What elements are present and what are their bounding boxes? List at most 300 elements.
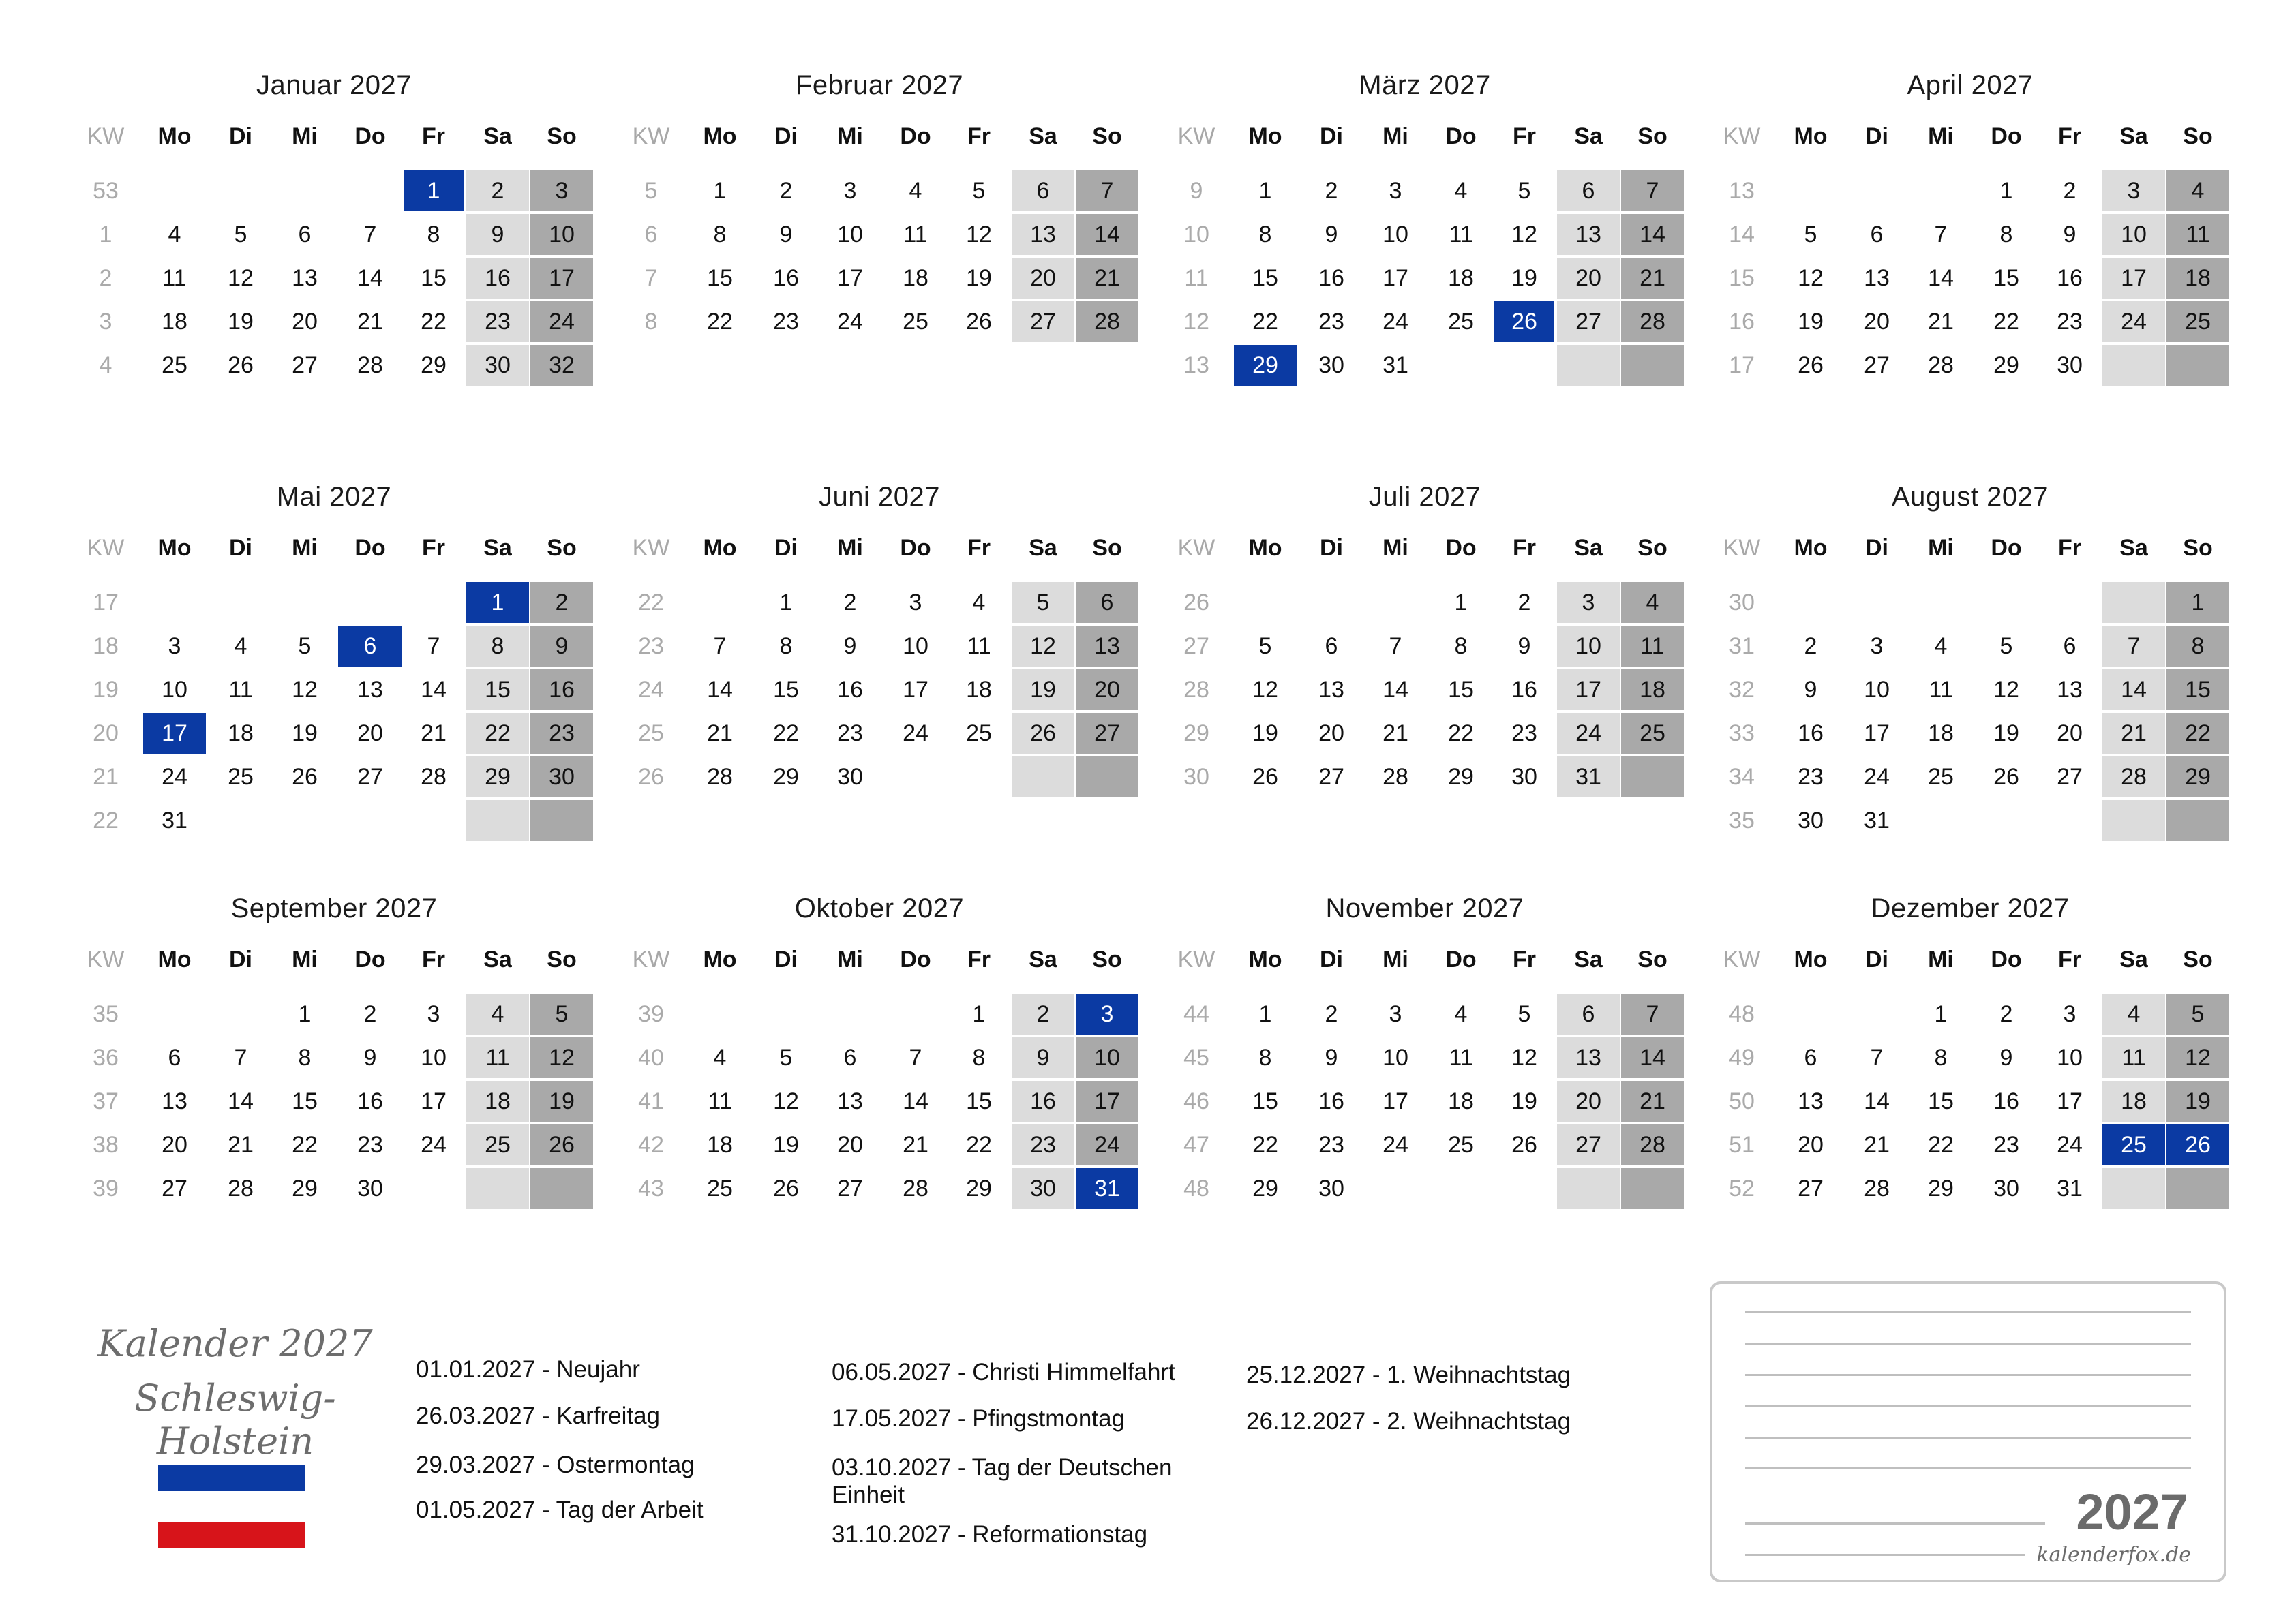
day-cell: 16	[837, 677, 863, 703]
day-cell: 12	[1993, 677, 2019, 703]
weekday-mi: Mi	[1928, 535, 1954, 561]
week-number: 43	[638, 1176, 664, 1202]
week-number: 42	[638, 1132, 664, 1158]
day-cell: 25	[1621, 713, 1684, 754]
weekday-fr: Fr	[2058, 535, 2081, 561]
day-cell: 9	[1325, 221, 1338, 247]
weekday-fr: Fr	[2058, 123, 2081, 149]
empty-day-cell	[1429, 345, 1493, 386]
weekday-do: Do	[354, 123, 386, 149]
day-cell: 20	[1798, 1132, 1824, 1158]
week-row	[1711, 1168, 2229, 1212]
day-cell: 25	[466, 1124, 529, 1165]
day-cell: 5	[1517, 1001, 1531, 1027]
day-cell: 15	[1993, 265, 2019, 291]
day-cell: 20	[1557, 258, 1620, 299]
day-cell: 5	[234, 221, 247, 247]
day-cell: 24	[2057, 1132, 2083, 1158]
month-title: Februar 2027	[795, 70, 964, 100]
weekday-do: Do	[900, 947, 931, 973]
holiday-item: 25.12.2027 - 1. Weihnachtstag	[1246, 1362, 1571, 1388]
day-cell: 12	[292, 677, 318, 703]
empty-day-cell	[1301, 582, 1362, 623]
day-cell: 28	[2102, 756, 2165, 797]
week-number: 9	[1190, 178, 1203, 204]
week-row	[1166, 626, 1684, 669]
day-cell: 17	[1557, 669, 1620, 710]
day-cell: 22	[421, 309, 447, 335]
day-cell: 18	[707, 1132, 733, 1158]
day-cell: 23	[466, 301, 529, 342]
week-row	[1166, 1081, 1684, 1124]
day-cell: 11	[2102, 1037, 2165, 1078]
day-cell: 18	[1448, 1088, 1474, 1114]
day-cell: 18	[2102, 1081, 2165, 1122]
day-cell: 6	[843, 1045, 857, 1071]
day-cell: 4	[234, 633, 247, 659]
day-cell: 17	[143, 713, 206, 754]
weekday-header	[75, 116, 593, 159]
day-cell: 15	[773, 677, 799, 703]
week-number: 27	[1183, 633, 1209, 659]
day-cell: 27	[1557, 1124, 1620, 1165]
weekday-header	[1166, 527, 1684, 571]
empty-day-cell	[210, 582, 271, 623]
holiday-item: 01.05.2027 - Tag der Arbeit	[416, 1497, 704, 1523]
day-cell: 6	[1325, 633, 1338, 659]
week-row	[1166, 170, 1684, 214]
day-cell: 18	[162, 309, 187, 335]
weekday-di: Di	[1865, 123, 1888, 149]
notes-year: 2027	[2076, 1484, 2188, 1540]
day-cell: 7	[713, 633, 727, 659]
weekday-so: So	[1637, 947, 1667, 973]
day-cell: 30	[357, 1176, 383, 1202]
week-row	[1711, 1124, 2229, 1168]
week-row	[1711, 258, 2229, 301]
empty-day-cell	[2166, 345, 2229, 386]
week-row	[1166, 214, 1684, 258]
week-number: 12	[1183, 309, 1209, 335]
week-row	[75, 713, 593, 756]
weekday-mo: Mo	[703, 947, 737, 973]
weekday-so: So	[1092, 535, 1122, 561]
weekday-header	[1711, 116, 2229, 159]
day-cell: 31	[2057, 1176, 2083, 1202]
day-cell: 2	[1325, 178, 1338, 204]
day-cell: 6	[2063, 633, 2076, 659]
day-cell: 26	[228, 352, 254, 378]
day-cell: 19	[1252, 720, 1278, 746]
day-cell: 9	[1517, 633, 1531, 659]
empty-day-cell	[404, 1168, 464, 1209]
day-cell: 7	[363, 221, 377, 247]
day-cell: 30	[530, 756, 593, 797]
day-cell: 25	[162, 352, 187, 378]
day-cell: 22	[1928, 1132, 1954, 1158]
day-cell: 21	[1864, 1132, 1890, 1158]
week-number: 2	[99, 265, 112, 291]
day-cell: 5	[1999, 633, 2013, 659]
week-row	[1711, 582, 2229, 626]
day-cell: 12	[1511, 221, 1537, 247]
day-cell: 3	[530, 170, 593, 211]
week-row	[75, 258, 593, 301]
day-cell: 3	[427, 1001, 440, 1027]
day-cell: 29	[1252, 1176, 1278, 1202]
day-cell: 14	[228, 1088, 254, 1114]
empty-day-cell	[143, 582, 206, 623]
kw-header: KW	[1723, 123, 1761, 149]
day-cell: 26	[1012, 713, 1074, 754]
day-cell: 20	[1076, 669, 1138, 710]
week-number: 17	[93, 590, 119, 615]
day-cell: 13	[1557, 214, 1620, 255]
week-row	[1711, 713, 2229, 756]
week-number: 23	[638, 633, 664, 659]
day-cell: 10	[162, 677, 187, 703]
day-cell: 21	[1076, 258, 1138, 299]
week-number: 38	[93, 1132, 119, 1158]
day-cell: 10	[1076, 1037, 1138, 1078]
weekday-so: So	[547, 123, 577, 149]
day-cell: 17	[1383, 1088, 1408, 1114]
day-cell: 5	[298, 633, 312, 659]
weekday-mo: Mo	[1248, 535, 1282, 561]
week-row	[620, 626, 1138, 669]
weekday-so: So	[547, 535, 577, 561]
weekday-mo: Mo	[703, 123, 737, 149]
day-cell: 27	[1318, 764, 1344, 790]
day-cell: 29	[773, 764, 799, 790]
holiday-item: 17.05.2027 - Pfingstmontag	[832, 1405, 1126, 1432]
empty-day-cell	[274, 582, 335, 623]
day-cell: 30	[1511, 764, 1537, 790]
day-cell: 21	[903, 1132, 928, 1158]
day-cell: 3	[1076, 994, 1138, 1035]
weekday-mi: Mi	[837, 123, 863, 149]
weekday-mo: Mo	[1248, 123, 1282, 149]
week-row	[620, 1037, 1138, 1081]
day-cell: 12	[530, 1037, 593, 1078]
day-cell: 26	[2166, 1124, 2229, 1165]
week-row	[1711, 214, 2229, 258]
empty-day-cell	[2040, 582, 2100, 623]
day-cell: 5	[1804, 221, 1817, 247]
day-cell: 30	[1798, 808, 1824, 833]
day-cell: 6	[298, 221, 312, 247]
day-cell: 23	[1798, 764, 1824, 790]
day-cell: 19	[966, 265, 992, 291]
week-number: 22	[638, 590, 664, 615]
day-cell: 15	[466, 669, 529, 710]
weekday-mo: Mo	[157, 123, 192, 149]
holiday-item: 26.12.2027 - 2. Weihnachtstag	[1246, 1408, 1571, 1435]
empty-day-cell	[1974, 582, 2038, 623]
day-cell: 7	[2102, 626, 2165, 667]
week-row	[620, 214, 1138, 258]
day-cell: 3	[909, 590, 922, 615]
day-cell: 21	[707, 720, 733, 746]
day-cell: 26	[1252, 764, 1278, 790]
weekday-mi: Mi	[292, 947, 318, 973]
day-cell: 8	[1934, 1045, 1948, 1071]
day-cell: 29	[466, 756, 529, 797]
empty-day-cell	[1910, 800, 1972, 841]
day-cell: 30	[837, 764, 863, 790]
week-row	[620, 669, 1138, 713]
day-cell: 25	[1448, 1132, 1474, 1158]
week-row	[1711, 669, 2229, 713]
day-cell: 25	[1928, 764, 1954, 790]
day-cell: 11	[1449, 1045, 1473, 1071]
week-row	[75, 756, 593, 800]
day-cell: 31	[1383, 352, 1408, 378]
day-cell: 7	[1934, 221, 1948, 247]
week-row	[1166, 994, 1684, 1037]
weekday-mo: Mo	[1794, 123, 1828, 149]
week-number: 44	[1183, 1001, 1209, 1027]
day-cell: 13	[162, 1088, 187, 1114]
day-cell: 7	[427, 633, 440, 659]
empty-day-cell	[530, 800, 593, 841]
day-cell: 30	[466, 345, 529, 386]
weekday-do: Do	[354, 535, 386, 561]
day-cell: 9	[2063, 221, 2076, 247]
day-cell: 2	[1325, 1001, 1338, 1027]
note-line	[1745, 1343, 2191, 1345]
day-cell: 31	[1557, 756, 1620, 797]
week-number: 20	[93, 720, 119, 746]
week-row	[1166, 713, 1684, 756]
day-cell: 13	[1798, 1088, 1824, 1114]
empty-day-cell	[1974, 800, 2038, 841]
weekday-header	[1166, 116, 1684, 159]
empty-day-cell	[2102, 345, 2165, 386]
weekday-so: So	[2183, 535, 2213, 561]
week-row	[1711, 800, 2229, 844]
weekday-do: Do	[900, 123, 931, 149]
day-cell: 13	[2057, 677, 2083, 703]
weekday-di: Di	[229, 535, 252, 561]
day-cell: 1	[1999, 178, 2013, 204]
day-cell: 18	[228, 720, 254, 746]
week-row	[75, 1124, 593, 1168]
week-row	[620, 301, 1138, 345]
week-number: 50	[1729, 1088, 1755, 1114]
weekday-di: Di	[229, 123, 252, 149]
weekday-fr: Fr	[1513, 535, 1536, 561]
day-cell: 4	[972, 590, 986, 615]
day-cell: 26	[1494, 301, 1554, 342]
empty-day-cell	[338, 170, 402, 211]
weekday-do: Do	[1991, 535, 2022, 561]
empty-day-cell	[1846, 994, 1907, 1035]
day-cell: 12	[1252, 677, 1278, 703]
day-cell: 11	[2166, 214, 2229, 255]
month-title: Mai 2027	[276, 482, 392, 512]
weekday-do: Do	[1991, 947, 2022, 973]
empty-day-cell	[143, 994, 206, 1035]
week-number: 51	[1729, 1132, 1755, 1158]
day-cell: 3	[1557, 582, 1620, 623]
day-cell: 22	[1252, 309, 1278, 335]
day-cell: 17	[2057, 1088, 2083, 1114]
weekday-sa: Sa	[1574, 535, 1603, 561]
day-cell: 3	[1870, 633, 1884, 659]
week-number: 36	[93, 1045, 119, 1071]
week-row	[75, 170, 593, 214]
day-cell: 13	[1012, 214, 1074, 255]
brand-logo: kalenderfox.de	[2036, 1543, 2191, 1567]
empty-day-cell	[338, 582, 402, 623]
day-cell: 25	[1448, 309, 1474, 335]
day-cell: 19	[1798, 309, 1824, 335]
day-cell: 22	[1448, 720, 1474, 746]
day-cell: 4	[909, 178, 922, 204]
week-number: 33	[1729, 720, 1755, 746]
note-line	[1745, 1437, 2191, 1439]
empty-day-cell	[883, 994, 948, 1035]
week-number: 24	[638, 677, 664, 703]
day-cell: 25	[966, 720, 992, 746]
day-cell: 11	[708, 1088, 732, 1114]
week-number: 16	[1729, 309, 1755, 335]
day-cell: 6	[168, 1045, 181, 1071]
day-cell: 15	[2166, 669, 2229, 710]
week-row	[75, 800, 593, 844]
empty-day-cell	[530, 1168, 593, 1209]
weekday-so: So	[2183, 123, 2213, 149]
week-row	[620, 258, 1138, 301]
empty-day-cell	[466, 1168, 529, 1209]
empty-day-cell	[1910, 582, 1972, 623]
day-cell: 12	[2166, 1037, 2229, 1078]
day-cell: 25	[707, 1176, 733, 1202]
month-title: Oktober 2027	[794, 893, 965, 923]
month-title: Januar 2027	[256, 70, 412, 100]
note-line	[1745, 1522, 2045, 1525]
week-row	[620, 756, 1138, 800]
day-cell: 27	[1012, 301, 1074, 342]
day-cell: 16	[2057, 265, 2083, 291]
day-cell: 20	[2057, 720, 2083, 746]
day-cell: 31	[1076, 1168, 1138, 1209]
day-cell: 4	[1454, 178, 1468, 204]
day-cell: 9	[1325, 1045, 1338, 1071]
day-cell: 31	[1864, 808, 1890, 833]
day-cell: 23	[1511, 720, 1537, 746]
week-row	[620, 994, 1138, 1037]
day-cell: 21	[1621, 1081, 1684, 1122]
day-cell: 24	[837, 309, 863, 335]
holiday-item: 31.10.2027 - Reformationstag	[832, 1521, 1148, 1548]
day-cell: 1	[779, 590, 793, 615]
day-cell: 2	[1517, 590, 1531, 615]
day-cell: 29	[1448, 764, 1474, 790]
day-cell: 24	[1864, 764, 1890, 790]
day-cell: 19	[773, 1132, 799, 1158]
week-row	[1166, 258, 1684, 301]
weekday-header	[75, 939, 593, 983]
week-number: 10	[1183, 221, 1209, 247]
empty-day-cell	[1365, 1168, 1426, 1209]
weekday-mo: Mo	[157, 535, 192, 561]
holiday-item: 06.05.2027 - Christi Himmelfahrt	[832, 1359, 1175, 1386]
week-number: 26	[1183, 590, 1209, 615]
day-cell: 8	[298, 1045, 312, 1071]
day-cell: 5	[779, 1045, 793, 1071]
week-number: 1	[99, 221, 112, 247]
day-cell: 17	[837, 265, 863, 291]
calendar-title-line2: Schleswig-Holstein	[134, 1377, 336, 1463]
kw-header: KW	[632, 535, 670, 561]
day-cell: 22	[466, 713, 529, 754]
day-cell: 20	[292, 309, 318, 335]
day-cell: 30	[2057, 352, 2083, 378]
empty-day-cell	[466, 800, 529, 841]
week-row	[620, 170, 1138, 214]
week-row	[620, 1124, 1138, 1168]
weekday-sa: Sa	[2119, 123, 2148, 149]
day-cell: 8	[466, 626, 529, 667]
day-cell: 28	[1928, 352, 1954, 378]
day-cell: 22	[966, 1132, 992, 1158]
day-cell: 18	[466, 1081, 529, 1122]
day-cell: 26	[1798, 352, 1824, 378]
day-cell: 2	[1999, 1001, 2013, 1027]
day-cell: 19	[1511, 265, 1537, 291]
weekday-mi: Mi	[1383, 947, 1408, 973]
day-cell: 16	[466, 258, 529, 299]
day-cell: 8	[713, 221, 727, 247]
weekday-header	[1711, 939, 2229, 983]
day-cell: 27	[1798, 1176, 1824, 1202]
day-cell: 6	[1076, 582, 1138, 623]
week-row	[1711, 170, 2229, 214]
empty-day-cell	[1779, 582, 1842, 623]
weekday-do: Do	[1991, 123, 2022, 149]
holiday-item: 29.03.2027 - Ostermontag	[416, 1452, 695, 1478]
day-cell: 6	[1870, 221, 1884, 247]
kw-header: KW	[632, 947, 670, 973]
day-cell: 14	[1928, 265, 1954, 291]
empty-day-cell	[1494, 345, 1554, 386]
week-number: 7	[644, 265, 658, 291]
weekday-di: Di	[1865, 947, 1888, 973]
day-cell: 17	[421, 1088, 447, 1114]
weekday-header	[1166, 939, 1684, 983]
day-cell: 26	[1993, 764, 2019, 790]
day-cell: 26	[773, 1176, 799, 1202]
empty-day-cell	[404, 582, 464, 623]
week-number: 35	[1729, 808, 1755, 833]
week-number: 29	[1183, 720, 1209, 746]
note-line	[1745, 1405, 2191, 1407]
note-line	[1745, 1374, 2191, 1376]
week-row	[1166, 301, 1684, 345]
empty-day-cell	[1621, 345, 1684, 386]
day-cell: 7	[1621, 994, 1684, 1035]
day-cell: 23	[530, 713, 593, 754]
weekday-di: Di	[774, 535, 798, 561]
week-number: 40	[638, 1045, 664, 1071]
day-cell: 6	[1804, 1045, 1817, 1071]
day-cell: 14	[903, 1088, 928, 1114]
day-cell: 4	[2166, 170, 2229, 211]
day-cell: 21	[2102, 713, 2165, 754]
weekday-sa: Sa	[1029, 535, 1057, 561]
